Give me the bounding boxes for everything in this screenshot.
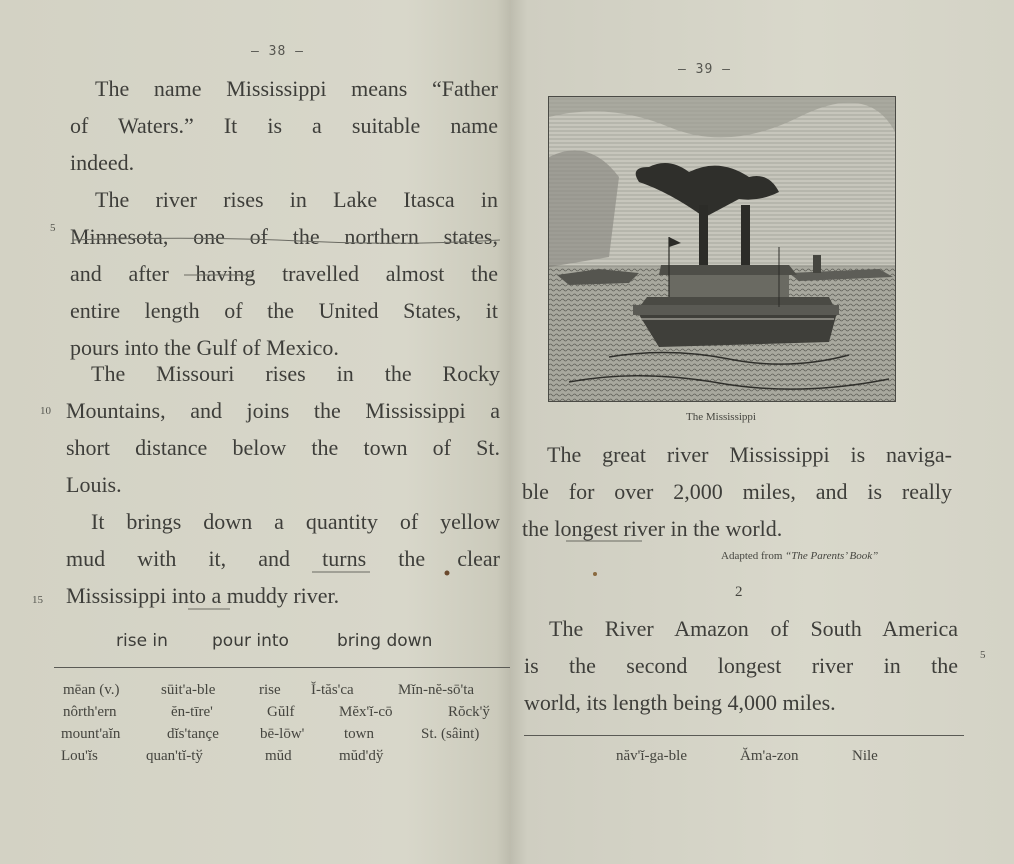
- vocab-word: mēan (v.): [63, 682, 120, 698]
- underline-mark: [72, 238, 500, 243]
- phrase: rise in: [116, 631, 168, 651]
- vocab-word: Gŭlf: [267, 704, 295, 720]
- line-number: 10: [40, 405, 51, 417]
- ink-spot: [593, 572, 597, 576]
- text-line: is the second longest river in the: [524, 653, 958, 678]
- page-number: — 38 —: [251, 44, 304, 59]
- text-line: indeed.: [70, 150, 135, 175]
- vocab-word: mount'aĭn: [61, 726, 121, 742]
- vocab-word: Nile: [852, 748, 878, 764]
- credit-source: “The Parents’ Book”: [785, 550, 879, 562]
- line-number: 5: [980, 649, 986, 661]
- credit-prefix: Adapted from: [721, 550, 783, 562]
- text-line: ble for over 2,000 miles, and is really: [522, 479, 952, 504]
- vocabulary-table: [0, 679, 512, 767]
- line-number: 15: [32, 594, 43, 606]
- text-line: pours into the Gulf of Mexico.: [70, 335, 339, 360]
- vocab-word: St. (sâint): [421, 726, 480, 742]
- text-line: short distance below the town of St.: [66, 435, 500, 460]
- text-line: entire length of the United States, it: [70, 298, 498, 323]
- vocab-row: [0, 679, 512, 701]
- vocab-word: mŭd: [265, 748, 292, 764]
- vocab-row: [0, 701, 512, 723]
- section-number: 2: [735, 584, 743, 600]
- vocab-word: Lou'ĭs: [61, 748, 98, 764]
- vocab-word: Ăm'a-zon: [740, 748, 799, 764]
- right-text-block-2: [524, 610, 958, 721]
- text-line: the longest river in the world.: [522, 516, 783, 541]
- vocab-word: Ĭ-tăs'ca: [311, 682, 354, 698]
- text-line: Mountains, and joins the Mississippi a: [66, 398, 500, 423]
- text-line: and after having travelled almost the: [70, 261, 498, 286]
- vocab-row: [0, 723, 512, 745]
- text-line: The Missouri rises in the Rocky: [91, 361, 500, 386]
- line-number: 5: [50, 222, 56, 234]
- vocab-word: Rŏck'ў: [448, 704, 490, 720]
- vocab-row: [514, 745, 1014, 767]
- vocab-word: mŭd'dў: [339, 748, 384, 764]
- vocab-word: rise: [259, 682, 281, 698]
- vocab-row: [0, 745, 512, 767]
- text-line: Minnesota, one of the northern states,: [70, 224, 498, 249]
- page-number: — 39 —: [678, 62, 731, 77]
- vocabulary-table: [514, 745, 1014, 767]
- illustration-caption: The Mississippi: [686, 411, 756, 423]
- divider-rule: [524, 735, 964, 736]
- vocab-word: Mĕx'ĭ-cō: [339, 704, 393, 720]
- ink-spot: [445, 571, 450, 576]
- vocab-word: nôrth'ern: [63, 704, 117, 720]
- source-credit: [721, 550, 878, 562]
- vocab-word: năv'ĭ-ga-ble: [616, 748, 688, 764]
- text-line: It brings down a quantity of yellow: [91, 509, 500, 534]
- text-line: The River Amazon of South America: [549, 616, 958, 641]
- phrase: bring down: [337, 631, 433, 651]
- text-line: The name Mississippi means “Father: [95, 76, 498, 101]
- text-line: The great river Mississippi is naviga-: [547, 442, 952, 467]
- text-line: mud with it, and turns the clear: [66, 546, 500, 571]
- vocab-word: town: [344, 726, 374, 742]
- vocab-word: dĭs'tançe: [167, 726, 219, 742]
- text-line: Louis.: [66, 472, 122, 497]
- text-line: The river rises in Lake Itasca in: [95, 187, 498, 212]
- vocab-word: bē-lōw': [260, 726, 305, 742]
- text-line: world, its length being 4,000 miles.: [524, 690, 836, 715]
- text-line: of Waters.” It is a suitable name: [70, 113, 498, 138]
- vocab-word: ĕn-tīre': [171, 704, 213, 720]
- text-line: Mississippi into a muddy river.: [66, 583, 340, 608]
- divider-rule: [54, 667, 510, 668]
- vocab-word: quan'tĭ-tў: [146, 748, 203, 764]
- right-page: [514, 0, 1014, 864]
- vocab-word: Mĭn-nĕ-sō'ta: [398, 682, 475, 698]
- phrase: pour into: [212, 631, 289, 651]
- phrase-list: [0, 631, 512, 653]
- vocab-word: sūit'a-ble: [161, 682, 216, 698]
